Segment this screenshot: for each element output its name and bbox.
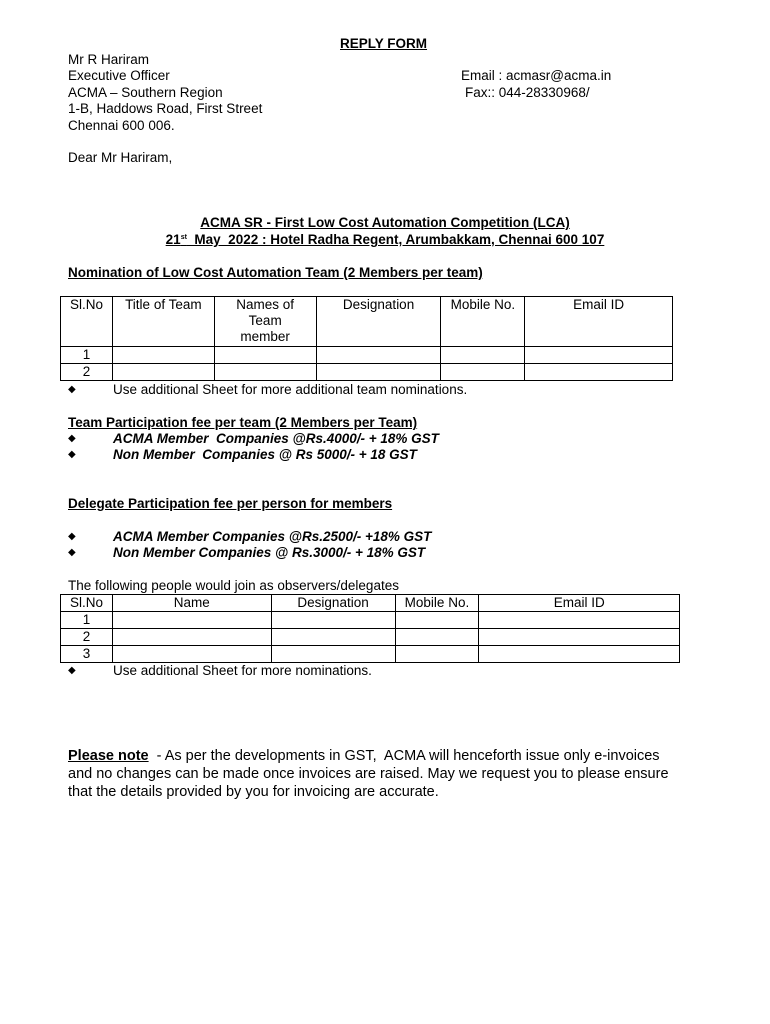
delegate-fee-heading: Delegate Participation fee per person for members xyxy=(68,496,393,511)
mobile-cell[interactable] xyxy=(441,364,525,381)
designation-cell[interactable] xyxy=(316,364,441,381)
bullet-diamond-icon: ◆ xyxy=(68,547,76,558)
mobile-cell[interactable] xyxy=(441,347,525,364)
please-note-line-2: and no changes can be made once invoices are raised. May we request you to please ensure xyxy=(68,766,669,782)
table-row xyxy=(61,347,673,364)
team-fee-non-member: Non Member Companies @ Rs 5000/- + 18 GST xyxy=(113,447,417,462)
col-header-slno: Sl.No xyxy=(61,595,113,612)
col-header-names-of-team-member: Names of Team member xyxy=(214,297,316,347)
col-header-slno: Sl.No xyxy=(61,297,113,347)
col-header-name: Name xyxy=(112,595,271,612)
mobile-cell[interactable] xyxy=(395,612,479,629)
addressee-org: ACMA – Southern Region xyxy=(68,85,223,100)
observers-intro: The following people would join as observers/delegates xyxy=(68,578,399,593)
col-header-designation: Designation xyxy=(271,595,395,612)
bullet-diamond-icon: ◆ xyxy=(68,531,76,542)
bullet-diamond-icon: ◆ xyxy=(68,665,76,676)
contact-email: Email : acmasr@acma.in xyxy=(461,68,612,83)
designation-cell[interactable] xyxy=(271,612,395,629)
nomination-note: Use additional Sheet for more additional team nominations. xyxy=(113,382,468,397)
table-header-row xyxy=(61,297,673,347)
addressee-role: Executive Officer xyxy=(68,68,170,83)
designation-cell[interactable] xyxy=(271,629,395,646)
contact-fax: Fax:: 044-28330968/ xyxy=(465,85,590,100)
email-cell[interactable] xyxy=(479,646,680,663)
team-member-names-cell[interactable] xyxy=(214,364,316,381)
table-row xyxy=(61,646,680,663)
event-date-venue xyxy=(0,232,770,248)
table-row xyxy=(61,612,680,629)
nomination-table xyxy=(60,296,673,381)
title-of-team-cell[interactable] xyxy=(112,347,214,364)
col-header-designation: Designation xyxy=(316,297,441,347)
title-of-team-cell[interactable] xyxy=(112,364,214,381)
col-header-mobile: Mobile No. xyxy=(441,297,525,347)
observers-note: Use additional Sheet for more nominations. xyxy=(113,663,372,678)
row-slno: 2 xyxy=(61,629,113,646)
team-member-names-cell[interactable] xyxy=(214,347,316,364)
row-slno: 1 xyxy=(61,347,113,364)
team-fee-heading: Team Participation fee per team (2 Members per Team) xyxy=(68,415,418,430)
email-cell[interactable] xyxy=(525,347,673,364)
event-date-suffix: st xyxy=(180,234,187,241)
mobile-cell[interactable] xyxy=(395,646,479,663)
col-header-email: Email ID xyxy=(479,595,680,612)
bullet-diamond-icon: ◆ xyxy=(68,384,76,395)
addressee-name: Mr R Hariram xyxy=(68,52,149,67)
team-fee-member: ACMA Member Companies @Rs.4000/- + 18% GST xyxy=(113,431,439,446)
designation-cell[interactable] xyxy=(316,347,441,364)
table-header-row xyxy=(61,595,680,612)
observers-table xyxy=(60,594,680,663)
delegate-fee-member: ACMA Member Companies @Rs.2500/- +18% GST xyxy=(113,529,432,544)
email-cell[interactable] xyxy=(525,364,673,381)
name-cell[interactable] xyxy=(112,612,271,629)
table-row xyxy=(61,629,680,646)
table-row xyxy=(61,364,673,381)
please-note-label: Please note xyxy=(68,748,149,764)
nomination-heading: Nomination of Low Cost Automation Team (2 Members per team) xyxy=(68,265,483,280)
please-note-line-1: - As per the developments in GST, ACMA will henceforth issue only e-invoices xyxy=(148,748,660,764)
mobile-cell[interactable] xyxy=(395,629,479,646)
event-title: ACMA SR - First Low Cost Automation Competition (LCA) xyxy=(200,215,570,230)
col-header-title-of-team: Title of Team xyxy=(112,297,214,347)
email-cell[interactable] xyxy=(479,612,680,629)
event-date-day: 21 xyxy=(165,232,181,247)
please-note-block xyxy=(68,747,669,801)
salutation: Dear Mr Hariram, xyxy=(68,150,173,165)
bullet-diamond-icon: ◆ xyxy=(68,449,76,460)
col-header-mobile: Mobile No. xyxy=(395,595,479,612)
please-note-line-3: that the details provided by you for invoicing are accurate. xyxy=(68,784,439,800)
name-cell[interactable] xyxy=(112,646,271,663)
event-date-rest: May 2022 : Hotel Radha Regent, Arumbakkam, Chennai 600 107 xyxy=(186,232,605,247)
name-cell[interactable] xyxy=(112,629,271,646)
addressee-city: Chennai 600 006. xyxy=(68,118,175,133)
bullet-diamond-icon: ◆ xyxy=(68,433,76,444)
delegate-fee-non-member: Non Member Companies @ Rs.3000/- + 18% GST xyxy=(113,545,426,560)
designation-cell[interactable] xyxy=(271,646,395,663)
row-slno: 1 xyxy=(61,612,113,629)
row-slno: 2 xyxy=(61,364,113,381)
addressee-street: 1-B, Haddows Road, First Street xyxy=(68,101,263,116)
row-slno: 3 xyxy=(61,646,113,663)
form-title: REPLY FORM xyxy=(340,36,428,51)
email-cell[interactable] xyxy=(479,629,680,646)
col-header-email: Email ID xyxy=(525,297,673,347)
